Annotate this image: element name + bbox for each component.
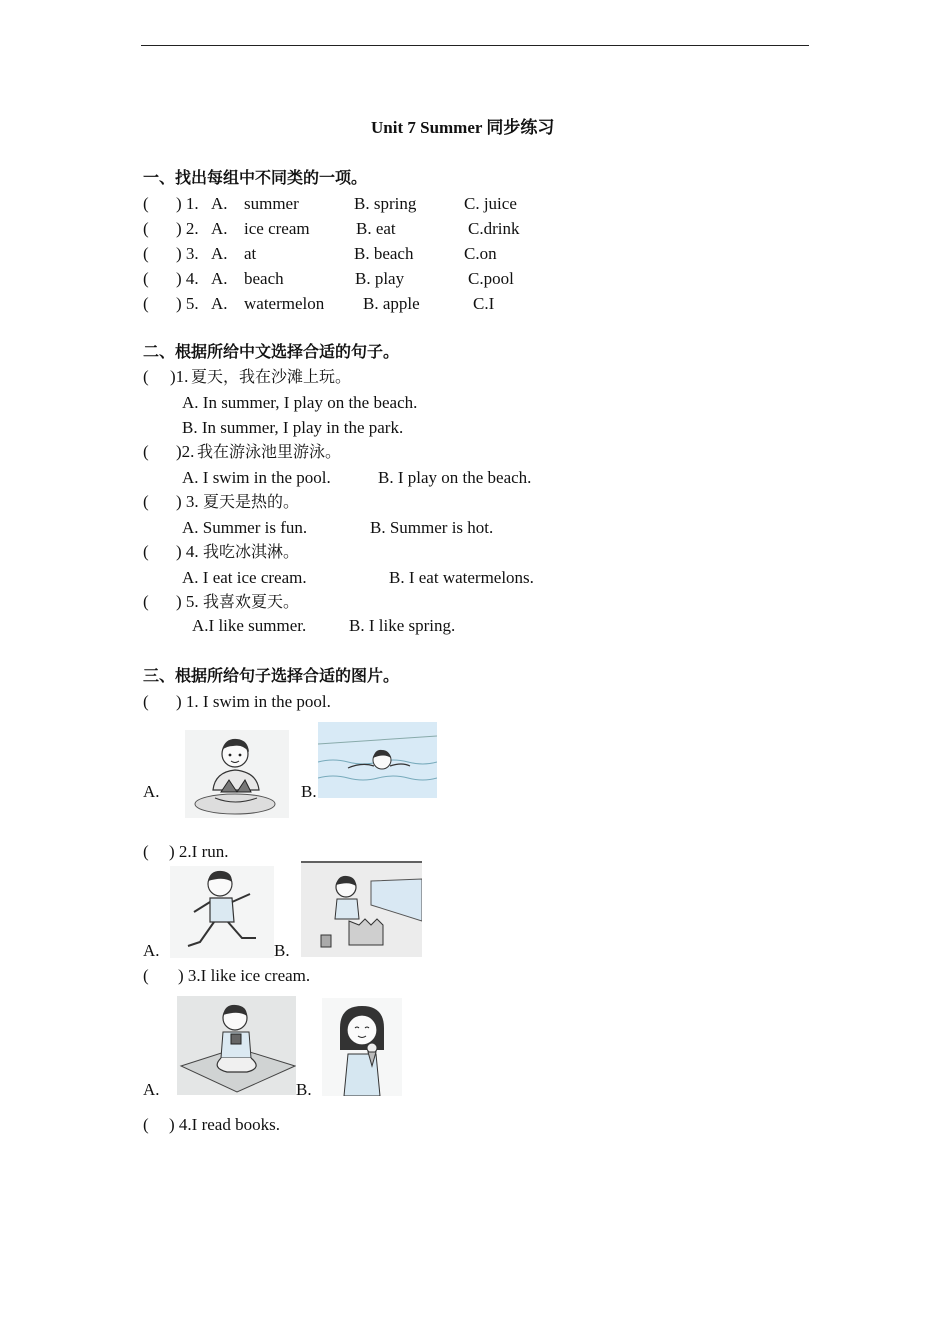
option-c: C.drink [468,219,520,238]
option-b-label: B. [296,1080,312,1099]
option-a: summer [244,194,299,213]
girl-eating-ice-cream-image [322,998,402,1096]
page-title: Unit 7 Summer 同步练习 [371,118,555,137]
question-number: ) 1. [176,194,199,213]
option-a-label: A. [211,269,228,288]
option-a: A. In summer, I play on the beach. [182,393,418,412]
option-a-label: A. [143,782,160,801]
question-number: )2. [176,442,195,461]
chinese-prompt: 夏天是热的。 [203,492,300,511]
option-a-label: A. [211,244,228,263]
question-text: ) 2.I run. [169,842,229,861]
question-number: ) 5. [176,294,199,313]
answer-paren: ( [143,244,149,263]
option-b: B. I eat watermelons. [389,568,534,587]
option-b: B. I like spring. [349,616,456,635]
option-a-label: A. [143,1080,160,1099]
option-a-label: A. [143,941,160,960]
answer-paren: ( [143,367,149,386]
chinese-prompt: 我在游泳池里游泳。 [197,442,342,461]
option-b-label: B. [274,941,290,960]
answer-paren: ( [143,592,149,611]
section1-heading: 一、找出每组中不同类的一项。 [143,168,368,187]
option-a-label: A. [211,219,228,238]
option-b: B. I play on the beach. [378,468,532,487]
option-b: B. spring [354,194,417,213]
answer-paren: ( [143,542,149,561]
option-c: C. juice [464,194,517,213]
answer-paren: ( [143,692,149,711]
option-b: B. eat [356,219,396,238]
option-c: C.pool [468,269,514,288]
option-a: A. I swim in the pool. [182,468,331,487]
option-a: A. I eat ice cream. [182,568,307,587]
option-a: A.I like summer. [192,616,307,635]
question-number: ) 4. [176,269,199,288]
boy-sandcastle-beach-image [301,861,422,957]
boy-running-image [170,866,274,958]
option-c: C.on [464,244,497,263]
answer-paren: ( [143,269,149,288]
option-b: B. play [355,269,405,288]
question-number: ) 5. [176,592,199,611]
chinese-prompt: 我喜欢夏天。 [203,592,300,611]
option-b: B. In summer, I play in the park. [182,418,404,437]
chinese-prompt: 夏天，我在沙滩上玩。 [191,367,352,386]
answer-paren: ( [143,1115,149,1134]
answer-paren: ( [143,442,149,461]
option-c: C.I [473,294,495,313]
option-b: B. Summer is hot. [370,518,494,537]
option-a: A. Summer is fun. [182,518,308,537]
option-b-label: B. [301,782,317,801]
answer-paren: ( [143,194,149,213]
boy-swimming-pool-image [318,722,437,798]
option-a: beach [244,269,284,288]
question-number: ) 4. [176,542,199,561]
question-number: ) 3. [176,244,199,263]
question-number: )1. [170,367,189,386]
section3-heading: 三、根据所给句子选择合适的图片。 [143,666,400,685]
section2-heading: 二、根据所给中文选择合适的句子。 [143,342,400,361]
answer-paren: ( [143,219,149,238]
option-b: B. beach [354,244,414,263]
option-a-label: A. [211,194,228,213]
question-number: ) 3. [176,492,199,511]
option-a: ice cream [244,219,310,238]
answer-paren: ( [143,966,149,985]
chinese-prompt: 我吃冰淇淋。 [203,542,300,561]
question-text: ) 3.I like ice cream. [178,966,311,985]
option-b: B. apple [363,294,420,313]
answer-paren: ( [143,492,149,511]
option-a: at [244,244,257,263]
option-a: watermelon [244,294,325,313]
option-a-label: A. [211,294,228,313]
question-number: ) 2. [176,219,199,238]
header-rule [141,45,809,46]
boy-eating-on-blanket-image [177,996,296,1095]
question-text: ) 1. I swim in the pool. [176,692,331,711]
answer-paren: ( [143,294,149,313]
answer-paren: ( [143,842,149,861]
question-text: ) 4.I read books. [169,1115,280,1134]
boy-eating-watermelon-image [185,730,289,818]
